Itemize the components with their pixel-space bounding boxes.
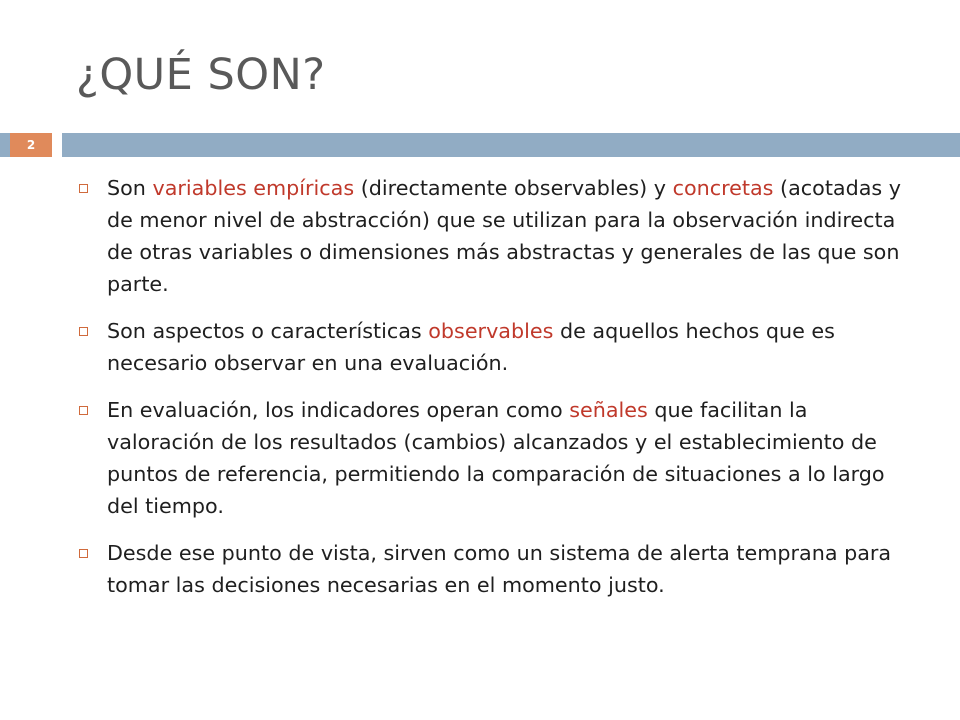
page-number-badge: 2 bbox=[10, 133, 52, 157]
text-segment: que facilitan la valoración de los resultados (cambios) alcanzados y el establecimiento de puntos de referencia, permitiendo la comparación de situaciones a lo largo del tiempo. bbox=[107, 398, 885, 518]
bullet-item bbox=[74, 394, 914, 522]
highlighted-term: señales bbox=[569, 398, 648, 422]
text-segment: En evaluación, los indicadores operan como bbox=[107, 398, 570, 422]
square-bullet-icon bbox=[79, 184, 88, 193]
bullet-item bbox=[74, 537, 914, 601]
bullet-text bbox=[107, 398, 885, 518]
bullet-list bbox=[74, 172, 914, 616]
bullet-text bbox=[107, 541, 891, 597]
accent-bar-left bbox=[0, 133, 10, 157]
square-bullet-icon bbox=[79, 406, 88, 415]
accent-bar-right bbox=[62, 133, 960, 157]
text-segment: Son bbox=[107, 176, 153, 200]
text-segment: (directamente observables) y bbox=[354, 176, 673, 200]
bullet-item bbox=[74, 315, 914, 379]
slide-title: ¿QUÉ SON? bbox=[76, 50, 326, 100]
bullet-item bbox=[74, 172, 914, 300]
bullet-text bbox=[107, 319, 835, 375]
bullet-text bbox=[107, 176, 901, 296]
text-segment: Son aspectos o características bbox=[107, 319, 429, 343]
square-bullet-icon bbox=[79, 327, 88, 336]
text-segment: de aquellos hechos que es necesario observar en una evaluación. bbox=[107, 319, 835, 375]
square-bullet-icon bbox=[79, 549, 88, 558]
text-segment: Desde ese punto de vista, sirven como un sistema de alerta temprana para tomar las decisiones necesarias en el momento justo. bbox=[107, 541, 892, 597]
highlighted-term: concretas bbox=[672, 176, 774, 200]
highlighted-term: observables bbox=[428, 319, 554, 343]
text-segment: (acotadas y de menor nivel de abstracción) que se utilizan para la observación indirecta de otras variables o dimensiones más abstractas y generales de las que son parte. bbox=[107, 176, 902, 296]
highlighted-term: variables empíricas bbox=[152, 176, 355, 200]
